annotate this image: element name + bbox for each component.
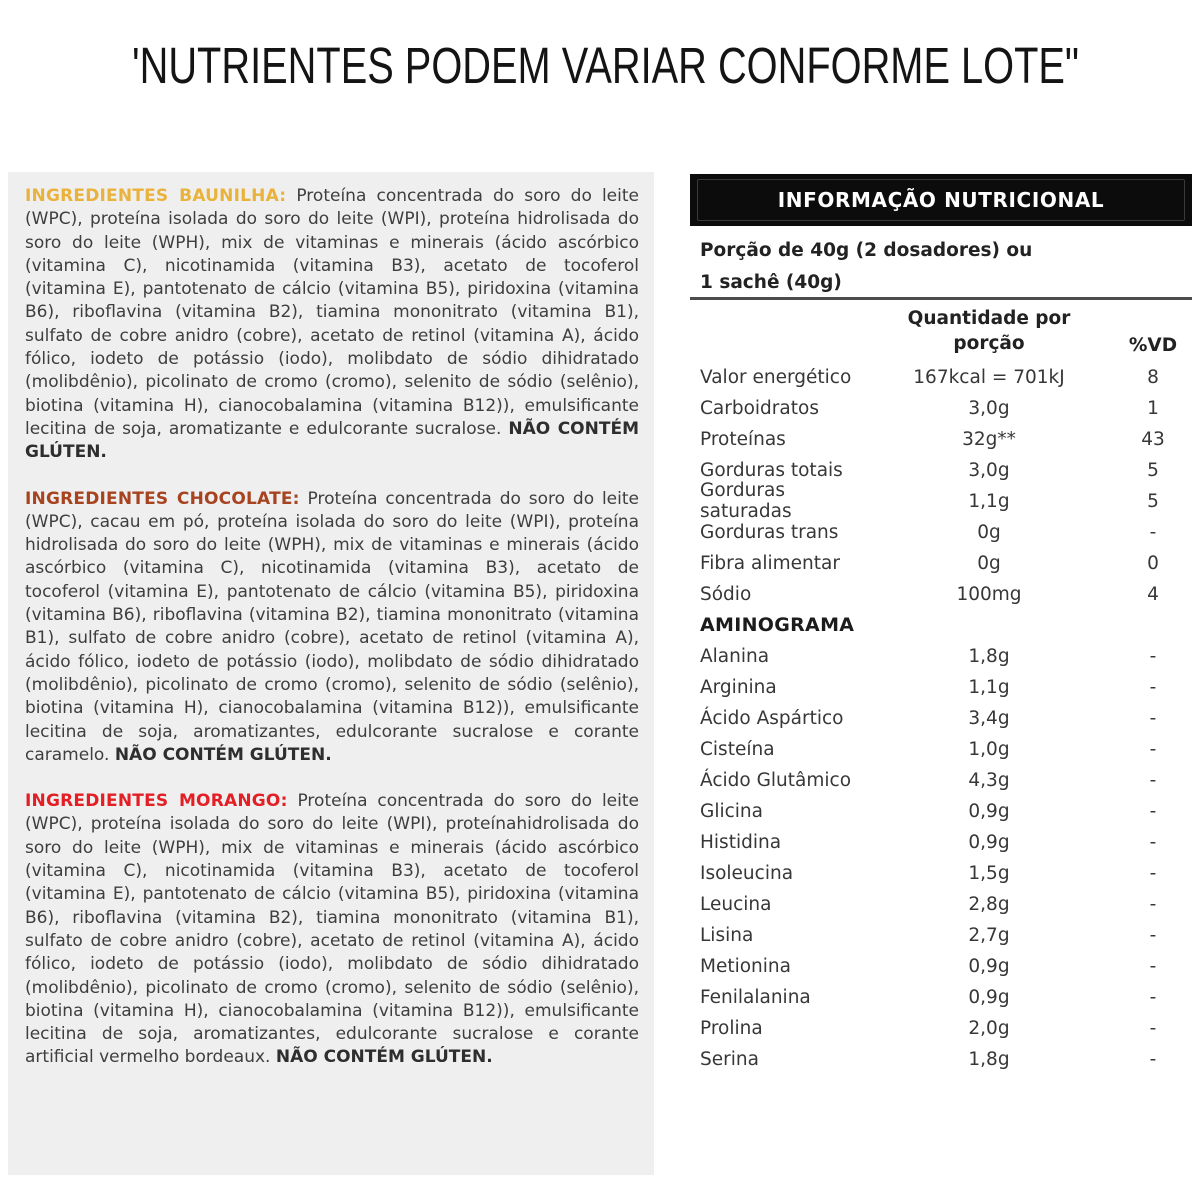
nutrient-qty: 2,0g xyxy=(968,1017,1010,1039)
nutrient-qty: 0,9g xyxy=(968,831,1010,853)
nutrient-label: Fenilalanina xyxy=(700,986,811,1008)
nutrient-qty: 1,1g xyxy=(968,676,1010,698)
nutrient-label: Gorduras trans xyxy=(700,521,839,543)
nutrient-qty: 2,7g xyxy=(968,924,1010,946)
table-row xyxy=(690,672,1192,703)
table-row xyxy=(690,393,1192,424)
nutrient-label: Gorduras saturadas xyxy=(700,480,792,523)
nutrient-vd: 5 xyxy=(1147,459,1159,481)
nutrient-qty: 0g xyxy=(977,552,1001,574)
nutrition-header-title: INFORMAÇÃO NUTRICIONAL xyxy=(777,188,1105,212)
gluten-free-note: NÃO CONTÉM GLÚTEN. xyxy=(275,1047,493,1068)
gluten-free-note: NÃO CONTÉM GLÚTEN. xyxy=(114,744,332,765)
nutrient-label: Arginina xyxy=(700,676,777,698)
serving-block xyxy=(690,240,1192,300)
nutrient-label: Serina xyxy=(700,1048,759,1070)
nutrient-qty: 0,9g xyxy=(968,986,1010,1008)
table-row xyxy=(690,982,1192,1013)
nutrient-vd: 43 xyxy=(1141,428,1165,450)
nutrient-vd: - xyxy=(1149,986,1157,1008)
table-row xyxy=(690,889,1192,920)
nutrient-vd: 4 xyxy=(1147,583,1159,605)
nutrient-label: Fibra alimentar xyxy=(700,552,840,574)
ingredients-heading-morango: INGREDIENTES MORANGO: xyxy=(25,791,288,812)
nutrient-label: Glicina xyxy=(700,800,763,822)
nutrient-label: Lisina xyxy=(700,924,754,946)
nutrient-qty: 100mg xyxy=(956,583,1022,605)
nutrition-panel xyxy=(690,174,1192,1075)
nutrient-label: Isoleucina xyxy=(700,862,794,884)
nutrient-qty: 0g xyxy=(977,521,1001,543)
nutrient-qty: 167kcal = 701kJ xyxy=(913,366,1065,388)
page-title: 'NUTRIENTES PODEM VARIAR CONFORME LOTE" xyxy=(132,37,1080,94)
table-row xyxy=(690,641,1192,672)
nutrient-qty: 1,8g xyxy=(968,1048,1010,1070)
table-row xyxy=(690,579,1192,610)
nutrient-vd: 8 xyxy=(1147,366,1159,388)
nutrient-qty: 4,3g xyxy=(968,769,1010,791)
serving-line-2: 1 sachê (40g) xyxy=(700,272,842,293)
nutrition-rows xyxy=(690,362,1192,1075)
nutrient-vd: 0 xyxy=(1147,552,1159,574)
nutrient-qty: 3,0g xyxy=(968,397,1010,419)
nutrient-label: Leucina xyxy=(700,893,772,915)
table-row xyxy=(690,548,1192,579)
table-row xyxy=(690,517,1192,548)
nutrient-qty: 1,1g xyxy=(968,490,1010,512)
nutrient-vd: - xyxy=(1149,645,1157,667)
nutrient-label: Carboidratos xyxy=(700,397,819,419)
table-row xyxy=(690,1044,1192,1075)
ingredients-body-morango: Proteína concentrada do soro do leite (WPC), proteína isolada do soro do leite (WPI), proteínahidrolisada do soro do leite (WPH), mix de vitaminas e minerais (ácido ascórbico (vitamina C), nicotinamida (vitamina B3), acetato de tocoferol (vitamina E), pantotenato de cálcio (vitamina B5), piridoxina (vitamina B6), riboflavina (vitamina B2), tiamina mononitrato (vitamina B1), sulfato de cobre anidro (cobre), acetato de retinol (vitamina A), ácido fólico, iodeto de potássio (iodo), molibdato de sódio dihidratado (molibdênio), picolinato de cromo (cromo), selenito de sódio (selênio), biotina (vitamina H), cianocobalamina (vitamina B12)), emulsificante lecitina de soja, aromatizantes, edulcorante sucralose e corante artificial vermelho bordeaux. xyxy=(25,791,639,1068)
nutrient-label: Sódio xyxy=(700,583,752,605)
nutrient-vd: 5 xyxy=(1147,490,1159,512)
nutrient-qty: 0,9g xyxy=(968,955,1010,977)
nutrient-vd: - xyxy=(1149,521,1157,543)
nutrient-qty: 3,4g xyxy=(968,707,1010,729)
ingredients-heading-chocolate: INGREDIENTES CHOCOLATE: xyxy=(25,488,300,509)
ingredients-body-baunilha: Proteína concentrada do soro do leite (WPC), proteína isolada do soro do leite (WPI), proteína hidrolisada do soro do leite (WPH), mix de vitaminas e minerais (ácido ascórbico (vitamina C), nicotinamida (vitamina B3), acetato de tocoferol (vitamina E), pantotenato de cálcio (vitamina B5), piridoxina (vitamina B6), riboflavina (vitamina B2), tiamina mononitrato (vitamina B1), sulfato de cobre anidro (cobre), acetato de retinol (vitamina A), ácido fólico, iodeto de potássio (iodo), molibdato de sódio dihidratado (molibdênio), picolinato de cromo (cromo), selenito de sódio (selênio), biotina (vitamina H), cianocobalamina (vitamina B12)), emulsificante lecitina de soja, aromatizante e edulcorante sucralose. xyxy=(25,186,639,439)
nutrient-label: Metionina xyxy=(700,955,791,977)
table-row xyxy=(690,858,1192,889)
table-row xyxy=(690,765,1192,796)
nutrient-vd: - xyxy=(1149,707,1157,729)
nutrient-vd: - xyxy=(1149,862,1157,884)
nutrient-qty: 32g** xyxy=(962,428,1016,450)
table-column-headers xyxy=(690,307,1192,357)
nutrient-qty: 2,8g xyxy=(968,893,1010,915)
serving-line-1: Porção de 40g (2 dosadores) ou xyxy=(700,240,1033,261)
table-row xyxy=(690,951,1192,982)
ingredients-paragraph-chocolate xyxy=(25,488,639,768)
nutrient-label: Cisteína xyxy=(700,738,775,760)
nutrient-label: Proteínas xyxy=(700,428,786,450)
nutrient-label: Ácido Aspártico xyxy=(700,707,844,729)
nutrient-vd: - xyxy=(1149,924,1157,946)
nutrient-qty: 1,8g xyxy=(968,645,1010,667)
column-header-vd: %VD xyxy=(1128,334,1178,356)
nutrient-vd: - xyxy=(1149,676,1157,698)
table-row xyxy=(690,703,1192,734)
nutrient-vd: - xyxy=(1149,893,1157,915)
table-row xyxy=(690,1013,1192,1044)
nutrient-vd: - xyxy=(1149,1048,1157,1070)
ingredients-body-chocolate: Proteína concentrada do soro do leite (WPC), cacau em pó, proteína isolada do soro do leite (WPI), proteína hidrolisada do soro do leite (WPH), mix de vitaminas e minerais (ácido ascórbico (vitamina C), nicotinamida (vitamina B3), acetato de tocoferol (vitamina E), pantotenato de cálcio (vitamina B5), piridoxina (vitamina B6), riboflavina (vitamina B2), tiamina mononitrato (vitamina B1), sulfato de cobre anidro (cobre), acetato de retinol (vitamina A), ácido fólico, iodeto de potássio (iodo), molibdato de sódio dihidratado (molibdênio), picolinato de cromo (cromo), selenito de sódio (selênio), biotina (vitamina H), cianocobalamina (vitamina B12)), emulsificante lecitina de soja, aromatizantes, edulcorante sucralose e corante caramelo. xyxy=(25,488,639,765)
nutrient-label: Prolina xyxy=(700,1017,763,1039)
nutrient-qty: 1,5g xyxy=(968,862,1010,884)
ingredients-panel xyxy=(8,172,654,1175)
nutrient-qty: 1,0g xyxy=(968,738,1010,760)
ingredients-paragraph-morango xyxy=(25,790,639,1070)
nutrient-qty: 0,9g xyxy=(968,800,1010,822)
nutrient-label: Ácido Glutâmico xyxy=(700,769,852,791)
nutrient-vd: - xyxy=(1149,955,1157,977)
aminograma-section-header: AMINOGRAMA xyxy=(700,614,855,637)
nutrient-label: Alanina xyxy=(700,645,770,667)
table-row xyxy=(690,480,1192,523)
column-header-quantity: Quantidade por porção xyxy=(907,308,1071,354)
nutrient-vd: - xyxy=(1149,769,1157,791)
table-row xyxy=(690,362,1192,393)
nutrient-label: Histidina xyxy=(700,831,782,853)
nutrient-label: Gorduras totais xyxy=(700,459,843,481)
ingredients-paragraph-baunilha xyxy=(25,185,639,465)
table-row xyxy=(690,424,1192,455)
nutrient-qty: 3,0g xyxy=(968,459,1010,481)
nutrient-vd: - xyxy=(1149,800,1157,822)
table-row xyxy=(690,796,1192,827)
nutrient-vd: - xyxy=(1149,1017,1157,1039)
gluten-free-note: NÃO CONTÉM GLÚTEN. xyxy=(25,418,639,463)
nutrition-header-bar xyxy=(690,174,1192,226)
table-row xyxy=(690,734,1192,765)
table-row xyxy=(690,827,1192,858)
nutrient-label: Valor energético xyxy=(700,366,852,388)
nutrient-vd: - xyxy=(1149,831,1157,853)
table-row xyxy=(690,920,1192,951)
nutrient-vd: 1 xyxy=(1147,397,1159,419)
nutrient-vd: - xyxy=(1149,738,1157,760)
ingredients-heading-baunilha: INGREDIENTES BAUNILHA: xyxy=(25,186,287,206)
